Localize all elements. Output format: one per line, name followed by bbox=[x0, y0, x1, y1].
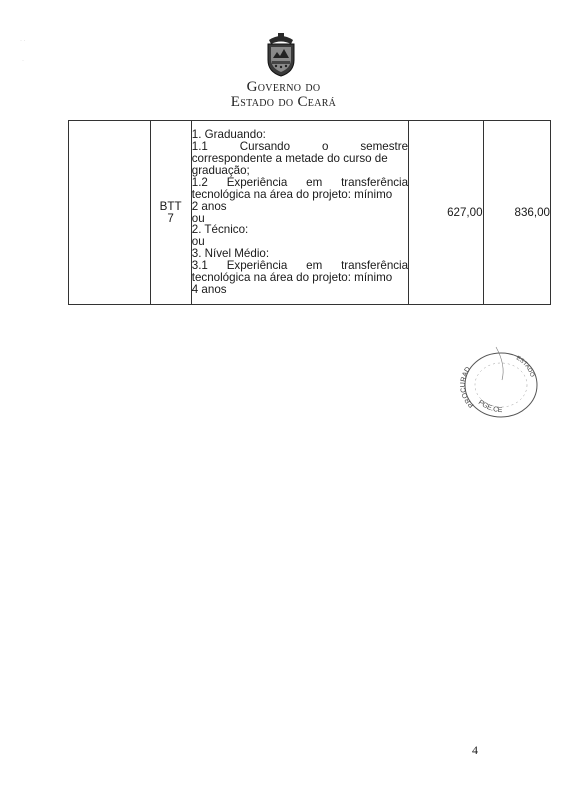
svg-text:ESTADO bbox=[515, 355, 535, 378]
requirement-line: 1.1 Cursando o semestre bbox=[191, 140, 409, 154]
government-title: GOVERNO DO bbox=[246, 79, 321, 95]
state-title: ESTADO DO CEARÁ bbox=[230, 94, 337, 110]
requirement-line: tecnológica na área do projeto: mínimo bbox=[191, 187, 393, 201]
requirement-line: graduação; bbox=[191, 163, 250, 177]
requirement-line: 1. Graduando: bbox=[191, 128, 266, 142]
position-code: BTT bbox=[159, 199, 182, 213]
stamp-text: ESTADO bbox=[514, 355, 535, 378]
scan-noise: · · bbox=[20, 38, 26, 44]
position-table bbox=[68, 120, 551, 305]
position-code-number: 7 bbox=[167, 211, 174, 225]
requirement-line: 3. Nível Médio: bbox=[191, 247, 270, 261]
stamp-text: PROCURAD bbox=[459, 365, 476, 409]
requirement-line: ou bbox=[191, 235, 205, 249]
empty-cell bbox=[69, 121, 151, 305]
requirements-cell bbox=[191, 121, 408, 305]
requirement-line: 2. Técnico: bbox=[191, 223, 249, 237]
state-coat-of-arms-icon bbox=[261, 30, 301, 78]
svg-text:PROCURAD bbox=[460, 366, 475, 409]
procuradoria-stamp-icon bbox=[456, 345, 546, 425]
value-cell-2: 836,00 bbox=[483, 121, 550, 305]
stamp-text: PGE.CE bbox=[476, 399, 503, 415]
table-row bbox=[69, 121, 551, 305]
position-code-cell bbox=[150, 121, 191, 305]
requirement-line: 1.2 Experiência em transferência bbox=[191, 175, 409, 189]
value-cell-1: 627,00 bbox=[409, 121, 483, 305]
requirement-line: 2 anos bbox=[191, 199, 227, 213]
page-number: 4 bbox=[472, 743, 478, 757]
scan-noise: · bbox=[22, 58, 24, 64]
requirement-line: tecnológica na área do projeto: mínimo bbox=[191, 271, 393, 285]
requirement-line: correspondente a metade do curso de bbox=[191, 151, 388, 165]
requirement-line: ou bbox=[191, 211, 205, 225]
requirement-line: 4 anos bbox=[191, 282, 227, 296]
requirement-line: 3.1 Experiência em transferência bbox=[191, 259, 409, 273]
